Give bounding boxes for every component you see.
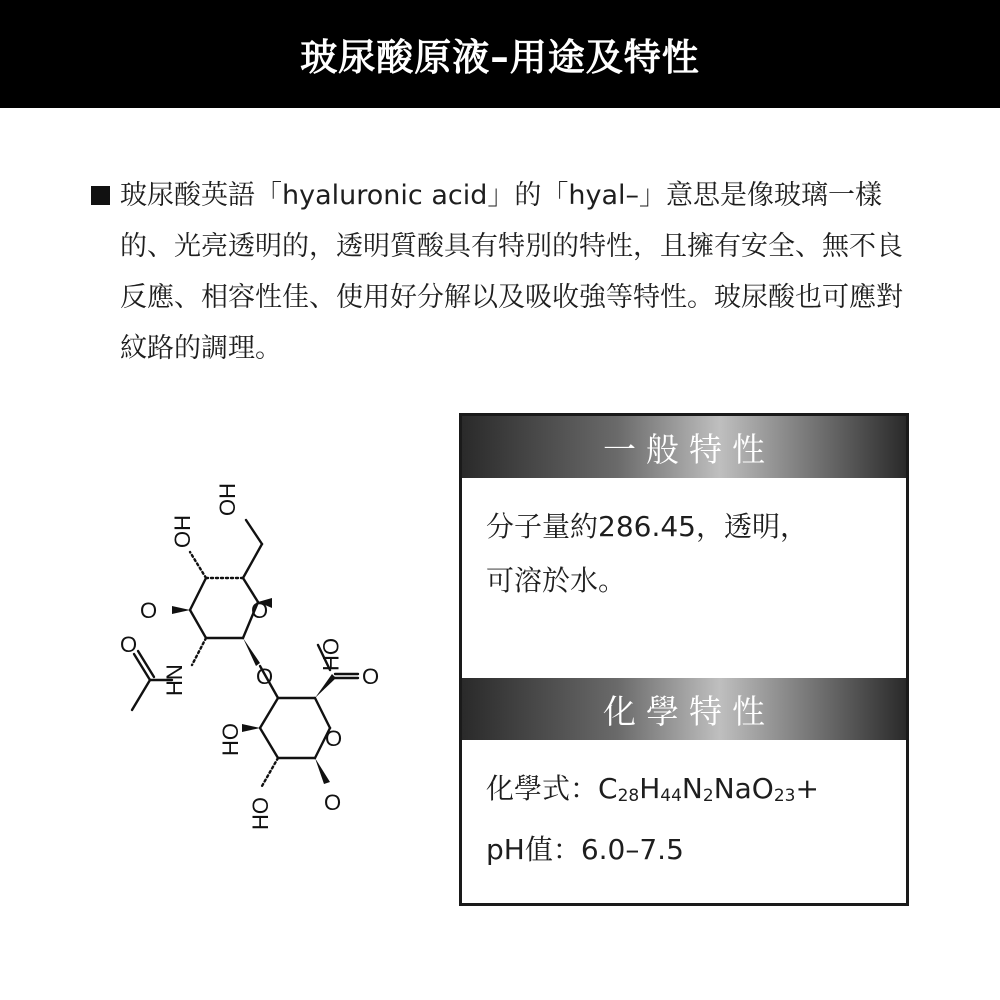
formula-oxygen-count: 23 (773, 786, 796, 806)
general-properties-body (486, 500, 886, 608)
properties-card (459, 413, 909, 906)
o-ring2-label: O (325, 726, 343, 751)
title-banner (0, 0, 1000, 108)
formula-sodium-oxygen: NaO (713, 772, 774, 805)
hn-label: HN (162, 664, 187, 696)
o-bottom-label: O (324, 790, 342, 815)
chemical-properties-title: 化學特性 (603, 691, 775, 731)
ho-mid-label: HO (218, 723, 243, 756)
formula-nitrogen-count: 2 (702, 786, 714, 806)
chemical-properties-body (486, 762, 886, 877)
o-link-label: O (256, 664, 274, 689)
oh-upper-label: OH (170, 515, 195, 548)
formula-hydrogen-count: 44 (660, 786, 682, 806)
o-ring1-label: O (251, 598, 269, 623)
formula-carbon-count: 28 (617, 786, 640, 806)
hyaluronic-acid-structure (110, 470, 410, 850)
ph-value-line: pH值：6.0–7.5 (486, 833, 684, 866)
chemical-formula-line (486, 762, 886, 823)
oh-top-label: OH (215, 483, 240, 516)
formula-label: 化學式： (486, 772, 599, 805)
formula-nitrogen: N (681, 772, 703, 805)
chemical-properties-header (462, 678, 906, 740)
intro-paragraph: 玻尿酸英語「hyaluronic acid」的「hyal–」意思是像玻璃一樣的、光亮透明的，透明質酸具有特別的特性，且擁有安全、無不良反應、相容性佳、使用好分解以及吸收強等特性。玻尿酸也可應對紋路的調理。 (120, 180, 903, 364)
oh-acid-label: OH (318, 638, 343, 671)
general-line-1: 分子量約286.45，透明， (486, 510, 808, 543)
general-line-2: 可溶於水。 (486, 564, 627, 597)
formula-plus: + (795, 772, 819, 805)
bullet-square-icon (91, 186, 110, 205)
ho-low-label: HO (248, 797, 273, 830)
o-acetyl-label: O (120, 632, 138, 657)
formula-hydrogen: H (639, 772, 661, 805)
general-properties-title: 一般特性 (603, 429, 775, 469)
o-acid-label: O (362, 664, 380, 689)
formula-carbon: C (598, 772, 618, 805)
o-left-label: O (140, 598, 158, 623)
general-properties-header (462, 416, 906, 478)
intro-section (88, 170, 908, 374)
page-title: 玻尿酸原液–用途及特性 (300, 36, 700, 79)
